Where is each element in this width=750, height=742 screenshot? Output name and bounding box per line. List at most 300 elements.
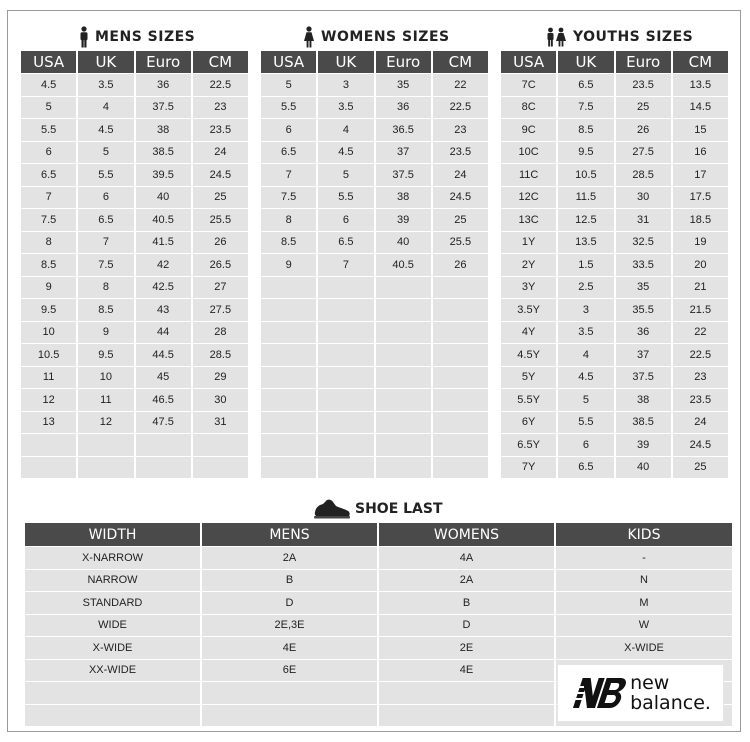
youths-cell: 13.5	[673, 74, 728, 97]
shoe-last-cell: -	[556, 547, 732, 570]
shoe-last-cell	[379, 705, 554, 728]
shoe-last-row	[25, 592, 732, 615]
mens-cell: 42.5	[136, 277, 191, 300]
youths-cell: 5.5	[558, 412, 613, 435]
womens-cell	[376, 299, 431, 322]
man-icon	[79, 26, 89, 48]
mens-row	[21, 457, 248, 480]
womens-row	[261, 389, 488, 412]
youths-cell: 8C	[501, 97, 556, 120]
youths-cell: 23.5	[673, 389, 728, 412]
womens-cell: 4.5	[318, 142, 373, 165]
mens-cell: 12	[78, 412, 133, 435]
mens-cell: 7	[21, 187, 76, 210]
womens-cell: 40	[376, 232, 431, 255]
mens-cell: 26	[193, 232, 248, 255]
mens-cell: 28	[193, 322, 248, 345]
womens-cell: 9	[261, 254, 316, 277]
mens-cell: 7.5	[21, 209, 76, 232]
youths-cell: 11.5	[558, 187, 613, 210]
youths-cell: 20	[673, 254, 728, 277]
youths-cell: 7Y	[501, 457, 556, 480]
mens-cell: 40.5	[136, 209, 191, 232]
youths-cell: 13.5	[558, 232, 613, 255]
womens-cell	[433, 457, 488, 480]
youths-row	[501, 299, 728, 322]
womens-cell	[318, 434, 373, 457]
mens-cell: 10.5	[21, 344, 76, 367]
youths-cell: 1Y	[501, 232, 556, 255]
womens-cell	[376, 457, 431, 480]
shoe-last-header-cell: KIDS	[556, 523, 732, 547]
womens-row	[261, 322, 488, 345]
mens-cell: 42	[136, 254, 191, 277]
mens-cell	[193, 457, 248, 480]
womens-cell	[433, 322, 488, 345]
youths-header-row	[501, 51, 728, 74]
womens-row	[261, 209, 488, 232]
youths-cell: 5	[558, 389, 613, 412]
youths-cell: 14.5	[673, 97, 728, 120]
youths-cell: 25	[673, 457, 728, 480]
youths-cell: 13C	[501, 209, 556, 232]
youths-cell: 4Y	[501, 322, 556, 345]
womens-cell	[376, 277, 431, 300]
youths-cell: 23	[673, 367, 728, 390]
youths-row	[501, 187, 728, 210]
mens-cell: 44	[136, 322, 191, 345]
youths-cell: 22	[673, 322, 728, 345]
youths-row	[501, 434, 728, 457]
youths-cell: 11C	[501, 164, 556, 187]
mens-cell: 27.5	[193, 299, 248, 322]
womens-cell: 40.5	[376, 254, 431, 277]
womens-cell: 3.5	[318, 97, 373, 120]
mens-cell: 3.5	[78, 74, 133, 97]
youths-cell: 30	[616, 187, 671, 210]
womens-cell	[318, 367, 373, 390]
mens-cell: 4.5	[21, 74, 76, 97]
youths-cell: 4.5Y	[501, 344, 556, 367]
youths-cell: 12.5	[558, 209, 613, 232]
shoe-last-cell: B	[202, 570, 377, 593]
womens-cell: 36	[376, 97, 431, 120]
nb-mark-icon	[570, 674, 626, 712]
shoe-last-row	[25, 637, 732, 660]
mens-cell: 10	[78, 367, 133, 390]
mens-header-cell: CM	[193, 51, 248, 74]
youths-row	[501, 457, 728, 480]
womens-row	[261, 254, 488, 277]
womens-header-cell: CM	[433, 51, 488, 74]
mens-row	[21, 232, 248, 255]
mens-cell: 38.5	[136, 142, 191, 165]
womens-cell	[318, 322, 373, 345]
shoe-icon	[313, 498, 351, 520]
youths-cell: 35.5	[616, 299, 671, 322]
mens-cell: 9.5	[78, 344, 133, 367]
womens-cell	[433, 412, 488, 435]
womens-cell: 37	[376, 142, 431, 165]
mens-cell: 26.5	[193, 254, 248, 277]
youths-cell: 10.5	[558, 164, 613, 187]
youths-cell: 23.5	[616, 74, 671, 97]
mens-cell: 6	[78, 187, 133, 210]
youths-cell: 32.5	[616, 232, 671, 255]
mens-header-cell: USA	[21, 51, 76, 74]
mens-header-cell: Euro	[136, 51, 191, 74]
womens-cell	[261, 434, 316, 457]
mens-row	[21, 389, 248, 412]
youths-cell: 3	[558, 299, 613, 322]
shoe-last-cell: X-NARROW	[25, 547, 200, 570]
youths-cell: 2.5	[558, 277, 613, 300]
womens-cell: 7	[261, 164, 316, 187]
shoe-last-cell: 4A	[379, 547, 554, 570]
womens-cell	[433, 367, 488, 390]
womens-row	[261, 97, 488, 120]
womens-cell: 6.5	[261, 142, 316, 165]
youths-cell: 38.5	[616, 412, 671, 435]
mens-cell: 12	[21, 389, 76, 412]
youths-cell: 15	[673, 119, 728, 142]
womens-cell	[261, 322, 316, 345]
mens-cell: 25	[193, 187, 248, 210]
womens-cell	[376, 412, 431, 435]
mens-row	[21, 74, 248, 97]
mens-cell: 24	[193, 142, 248, 165]
mens-cell: 37.5	[136, 97, 191, 120]
womens-row	[261, 367, 488, 390]
womens-cell: 23.5	[433, 142, 488, 165]
brand-line-1: new	[630, 672, 670, 694]
womens-header-cell: Euro	[376, 51, 431, 74]
youths-cell: 17	[673, 164, 728, 187]
mens-row	[21, 322, 248, 345]
youths-sizes-title: YOUTHS SIZES	[545, 26, 693, 48]
mens-cell: 9	[78, 322, 133, 345]
womens-cell: 37.5	[376, 164, 431, 187]
shoe-last-cell	[202, 682, 377, 705]
mens-cell: 46.5	[136, 389, 191, 412]
mens-cell: 6	[21, 142, 76, 165]
youths-cell: 28.5	[616, 164, 671, 187]
mens-cell: 23.5	[193, 119, 248, 142]
youths-row	[501, 164, 728, 187]
youths-cell: 2Y	[501, 254, 556, 277]
mens-cell	[78, 457, 133, 480]
mens-header-cell: UK	[78, 51, 133, 74]
shoe-last-cell	[379, 682, 554, 705]
womens-cell: 23	[433, 119, 488, 142]
youths-cell: 16	[673, 142, 728, 165]
womens-row	[261, 434, 488, 457]
shoe-last-cell: 2A	[202, 547, 377, 570]
womens-cell	[433, 299, 488, 322]
womens-cell	[318, 344, 373, 367]
womens-cell	[376, 367, 431, 390]
womens-cell: 22	[433, 74, 488, 97]
mens-cell: 44.5	[136, 344, 191, 367]
womens-cell: 5	[318, 164, 373, 187]
mens-cell	[193, 434, 248, 457]
youths-cell: 21.5	[673, 299, 728, 322]
shoe-last-cell: XX-WIDE	[25, 660, 200, 683]
youths-row	[501, 412, 728, 435]
youths-cell: 24	[673, 412, 728, 435]
womens-cell: 25.5	[433, 232, 488, 255]
youths-cell: 35	[616, 277, 671, 300]
youths-row	[501, 367, 728, 390]
mens-cell: 5	[78, 142, 133, 165]
youths-cell: 4.5	[558, 367, 613, 390]
youths-cell: 6.5Y	[501, 434, 556, 457]
youths-cell: 38	[616, 389, 671, 412]
mens-row	[21, 299, 248, 322]
youths-cell: 3.5	[558, 322, 613, 345]
womens-cell: 8.5	[261, 232, 316, 255]
mens-sizes-title: MENS SIZES	[79, 26, 195, 48]
womens-cell	[261, 367, 316, 390]
mens-row	[21, 277, 248, 300]
womens-cell: 7	[318, 254, 373, 277]
youths-cell: 6Y	[501, 412, 556, 435]
youths-row	[501, 277, 728, 300]
mens-cell	[136, 457, 191, 480]
mens-cell: 22.5	[193, 74, 248, 97]
womens-cell	[433, 389, 488, 412]
womens-cell: 36.5	[376, 119, 431, 142]
mens-cell: 25.5	[193, 209, 248, 232]
mens-cell: 41.5	[136, 232, 191, 255]
mens-cell: 9	[21, 277, 76, 300]
mens-cell	[21, 434, 76, 457]
shoe-last-header-cell: WIDTH	[25, 523, 200, 547]
womens-sizes-title: WOMENS SIZES	[303, 26, 450, 48]
youths-row	[501, 97, 728, 120]
youths-cell: 6.5	[558, 74, 613, 97]
womens-row	[261, 299, 488, 322]
youths-row	[501, 389, 728, 412]
womens-row	[261, 74, 488, 97]
youths-cell: 3Y	[501, 277, 556, 300]
youths-cell: 27.5	[616, 142, 671, 165]
womens-cell: 7.5	[261, 187, 316, 210]
mens-cell	[78, 434, 133, 457]
shoe-last-row	[25, 570, 732, 593]
youths-row	[501, 344, 728, 367]
mens-cell: 24.5	[193, 164, 248, 187]
womens-cell: 4	[318, 119, 373, 142]
mens-cell: 6.5	[78, 209, 133, 232]
shoe-last-cell: X-WIDE	[25, 637, 200, 660]
womens-cell	[261, 277, 316, 300]
youths-row	[501, 119, 728, 142]
womens-row	[261, 412, 488, 435]
womens-row	[261, 164, 488, 187]
mens-cell: 4.5	[78, 119, 133, 142]
youths-header-cell: USA	[501, 51, 556, 74]
womens-row	[261, 277, 488, 300]
shoe-last-cell	[25, 705, 200, 728]
youths-cell: 18.5	[673, 209, 728, 232]
shoe-last-cell	[25, 682, 200, 705]
womens-cell: 5.5	[318, 187, 373, 210]
youths-cell: 22.5	[673, 344, 728, 367]
womens-cell: 6	[261, 119, 316, 142]
womens-cell: 24.5	[433, 187, 488, 210]
womens-header-cell: USA	[261, 51, 316, 74]
mens-cell: 7.5	[78, 254, 133, 277]
shoe-last-cell: WIDE	[25, 615, 200, 638]
womens-row	[261, 344, 488, 367]
youths-row	[501, 209, 728, 232]
womens-cell	[261, 299, 316, 322]
mens-cell: 43	[136, 299, 191, 322]
mens-cell: 31	[193, 412, 248, 435]
youths-row	[501, 232, 728, 255]
mens-header-row	[21, 51, 248, 74]
youths-cell: 9C	[501, 119, 556, 142]
mens-cell: 9.5	[21, 299, 76, 322]
womens-cell	[261, 344, 316, 367]
shoe-last-cell: NARROW	[25, 570, 200, 593]
new-balance-logo	[557, 664, 724, 722]
womens-cell	[433, 277, 488, 300]
womens-cell	[376, 322, 431, 345]
shoe-last-header-row	[25, 523, 732, 547]
mens-row	[21, 97, 248, 120]
mens-row	[21, 187, 248, 210]
youths-cell: 17.5	[673, 187, 728, 210]
womens-cell	[318, 277, 373, 300]
womens-cell: 6.5	[318, 232, 373, 255]
mens-row	[21, 344, 248, 367]
shoe-last-cell: W	[556, 615, 732, 638]
youths-cell: 3.5Y	[501, 299, 556, 322]
womens-cell	[261, 412, 316, 435]
youths-cell: 31	[616, 209, 671, 232]
youths-cell: 39	[616, 434, 671, 457]
womens-cell	[261, 457, 316, 480]
youths-cell: 7C	[501, 74, 556, 97]
mens-cell: 38	[136, 119, 191, 142]
womens-header-cell: UK	[318, 51, 373, 74]
womens-cell	[433, 434, 488, 457]
mens-cell: 10	[21, 322, 76, 345]
mens-size-table	[19, 51, 250, 479]
womens-cell: 39	[376, 209, 431, 232]
shoe-last-cell: X-WIDE	[556, 637, 732, 660]
womens-cell: 3	[318, 74, 373, 97]
mens-row	[21, 254, 248, 277]
youths-cell: 36	[616, 322, 671, 345]
womens-cell: 25	[433, 209, 488, 232]
mens-row	[21, 119, 248, 142]
mens-row	[21, 367, 248, 390]
womens-cell	[318, 457, 373, 480]
womens-cell: 5	[261, 74, 316, 97]
shoe-last-cell: D	[379, 615, 554, 638]
mens-row	[21, 142, 248, 165]
mens-cell: 8.5	[78, 299, 133, 322]
shoe-last-cell: N	[556, 570, 732, 593]
youths-cell: 5Y	[501, 367, 556, 390]
mens-cell: 11	[21, 367, 76, 390]
mens-cell: 28.5	[193, 344, 248, 367]
youths-row	[501, 254, 728, 277]
womens-cell: 5.5	[261, 97, 316, 120]
womens-row	[261, 187, 488, 210]
shoe-last-cell: STANDARD	[25, 592, 200, 615]
shoe-last-row	[25, 615, 732, 638]
womens-cell: 6	[318, 209, 373, 232]
youths-row	[501, 74, 728, 97]
womens-cell: 38	[376, 187, 431, 210]
youths-cell: 1.5	[558, 254, 613, 277]
shoe-last-cell: 2A	[379, 570, 554, 593]
mens-cell: 8	[21, 232, 76, 255]
shoe-last-cell: B	[379, 592, 554, 615]
youths-cell: 24.5	[673, 434, 728, 457]
mens-cell: 8	[78, 277, 133, 300]
shoe-last-row	[25, 547, 732, 570]
womens-cell: 35	[376, 74, 431, 97]
brand-line-2: balance.	[630, 692, 711, 714]
womens-cell	[376, 434, 431, 457]
womens-cell	[318, 412, 373, 435]
mens-row	[21, 434, 248, 457]
womens-row	[261, 119, 488, 142]
shoe-last-cell: M	[556, 592, 732, 615]
children-icon	[545, 27, 567, 47]
shoe-last-cell: 2E,3E	[202, 615, 377, 638]
mens-cell	[136, 434, 191, 457]
mens-cell: 6.5	[21, 164, 76, 187]
shoe-last-cell: 4E	[379, 660, 554, 683]
youths-cell: 9.5	[558, 142, 613, 165]
shoe-last-cell	[202, 705, 377, 728]
youths-cell: 6.5	[558, 457, 613, 480]
shoe-last-header-cell: MENS	[202, 523, 377, 547]
mens-cell: 45	[136, 367, 191, 390]
shoe-last-cell: 4E	[202, 637, 377, 660]
youths-cell: 7.5	[558, 97, 613, 120]
mens-cell: 39.5	[136, 164, 191, 187]
mens-cell: 5.5	[21, 119, 76, 142]
mens-cell: 11	[78, 389, 133, 412]
youths-header-cell: UK	[558, 51, 613, 74]
womens-row	[261, 142, 488, 165]
youths-cell: 25	[616, 97, 671, 120]
womens-header-row	[261, 51, 488, 74]
womens-cell	[376, 389, 431, 412]
womens-cell	[376, 344, 431, 367]
womens-row	[261, 232, 488, 255]
mens-cell: 5	[21, 97, 76, 120]
youths-cell: 40	[616, 457, 671, 480]
youths-cell: 5.5Y	[501, 389, 556, 412]
womens-cell: 24	[433, 164, 488, 187]
womens-cell: 8	[261, 209, 316, 232]
shoe-last-cell: 6E	[202, 660, 377, 683]
mens-cell: 30	[193, 389, 248, 412]
womens-size-table	[259, 51, 490, 479]
mens-cell: 23	[193, 97, 248, 120]
mens-cell: 4	[78, 97, 133, 120]
mens-cell: 13	[21, 412, 76, 435]
youths-header-cell: Euro	[616, 51, 671, 74]
